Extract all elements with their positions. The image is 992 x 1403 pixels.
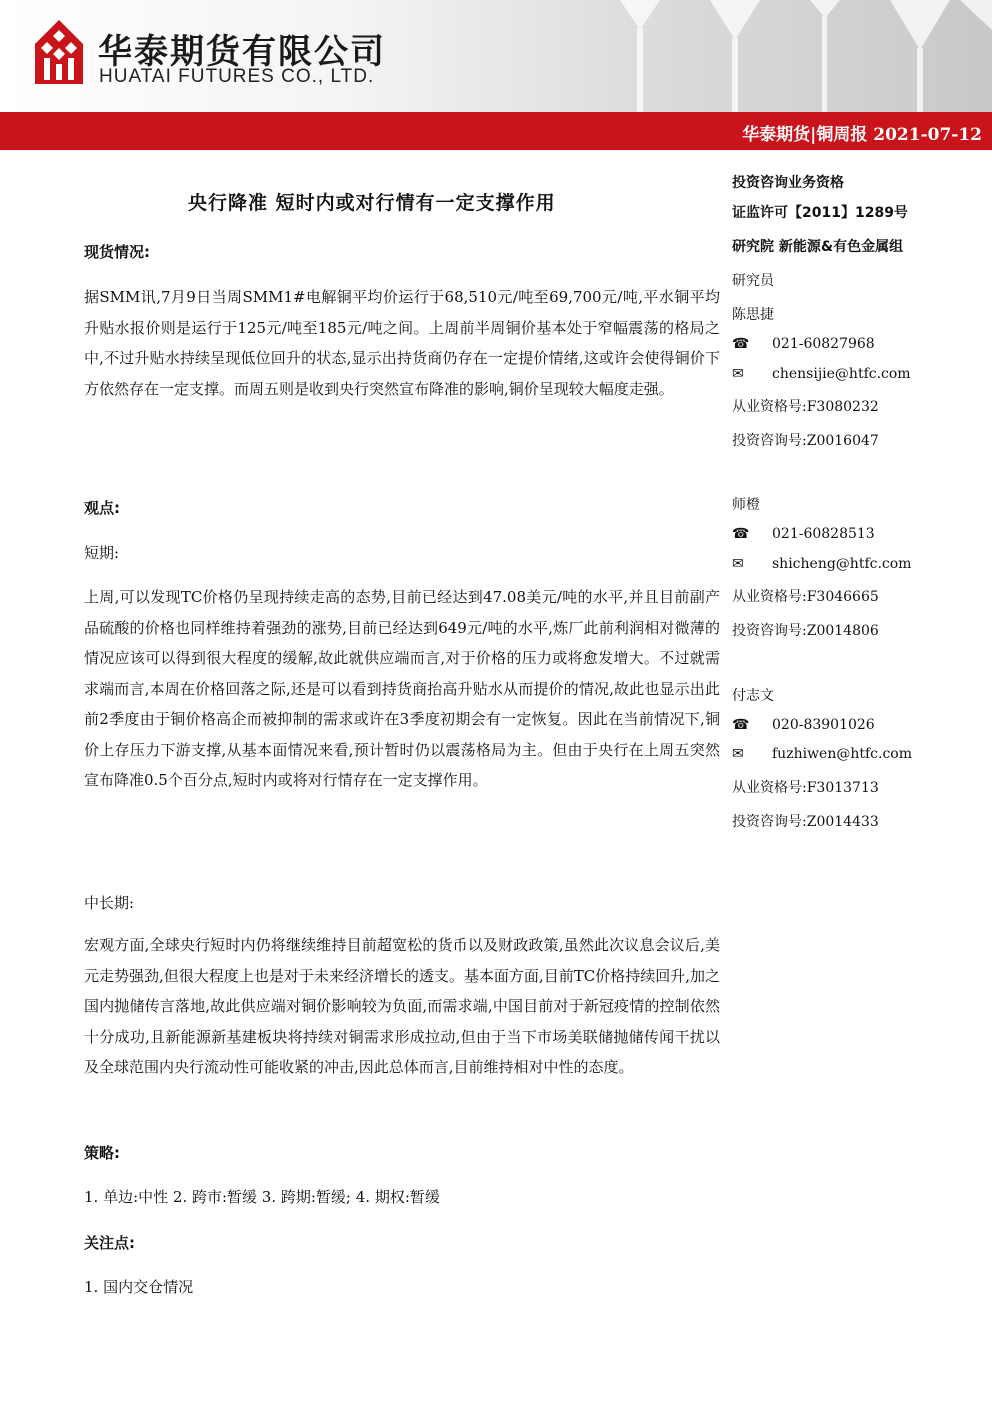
qualification-line: 投资咨询业务资格 (732, 175, 844, 191)
analyst-phone: ☎ 021-60827968 (732, 336, 875, 352)
report-tag: 华泰期货|铜周报 2021-07-12 (742, 125, 982, 145)
analyst-email[interactable]: ✉ fuzhiwen@htfc.com (732, 746, 913, 762)
spot-paragraph: 据SMM讯,7月9日当周SMM1#电解铜平均价运行于68,510元/吨至69,700元/吨,平水铜平均升贴水报价则是运行于125元/吨至185元/吨之间。上周前半周铜价基本处于窄幅震荡的格局之中,不过升贴水持续呈现低位回升的状态,显示出持货商仍存在一定提价情绪,这或许会使得铜价下方依然存在一定支撑。而周五则是收到央行突然宣布降准的影响,铜价呈现较大幅度走强。 (84, 288, 720, 398)
analyst-role: 研究员 (732, 273, 774, 289)
header-decoration (560, 0, 992, 112)
view-heading: 观点: (84, 499, 120, 517)
strategy-text: 1. 单边:中性 2. 跨市:暂缓 3. 跨期:暂缓; 4. 期权:暂缓 (84, 1188, 440, 1206)
analyst-phone: ☎ 021-60828513 (732, 526, 875, 542)
analyst-name: 付志文 (732, 688, 774, 704)
license-line: 证监许可【2011】1289号 (732, 205, 908, 221)
company-name-en: HUATAI FUTURES CO., LTD. (99, 66, 375, 87)
focus-heading: 关注点: (84, 1234, 135, 1252)
envelope-icon: ✉ (732, 366, 744, 382)
short-term-paragraph: 上周,可以发现TC价格仍呈现持续走高的态势,目前已经达到47.08美元/吨的水平,并且目前副产品硫酸的价格也同样维持着强劲的涨势,目前已经达到649元/吨的水平,炼厂此前利润相对微薄的情况应该可以得到很大程度的缓解,故此就供应端而言,对于价格的压力或将愈发增大。不过就需求端而言,本周在价格回落之际,还是可以看到持货商抬高升贴水从而提价的情况,故此也显示出此前2季度由于铜价格高企而被抑制的需求或许在3季度初期会有一定恢复。因此在当前情况下,铜价上存压力下游支撑,从基本面情况来看,预计暂时仍以震荡格局为主。但由于央行在上周五突然宣布降准0.5个百分点,短时内或将对行情存在一定支撑作用。 (84, 588, 720, 789)
analyst-consult-no: 投资咨询号:Z0014806 (732, 623, 879, 639)
telephone-icon: ☎ (732, 526, 750, 542)
page-header (0, 0, 992, 112)
envelope-icon: ✉ (732, 556, 744, 572)
focus-text: 1. 国内交仓情况 (84, 1278, 194, 1296)
short-term-label: 短期: (84, 544, 120, 562)
department-line: 研究院 新能源&有色金属组 (732, 239, 904, 255)
analyst-email[interactable]: ✉ shicheng@htfc.com (732, 556, 912, 572)
article-title: 央行降准 短时内或对行情有一定支撑作用 (188, 192, 556, 214)
company-logo-icon (33, 18, 85, 86)
analyst-name: 师橙 (732, 497, 760, 513)
strategy-heading: 策略: (84, 1144, 120, 1162)
analyst-name: 陈思捷 (732, 307, 774, 323)
telephone-icon: ☎ (732, 717, 750, 733)
analyst-phone: ☎ 020-83901026 (732, 717, 875, 733)
analyst-cert: 从业资格号:F3080232 (732, 399, 879, 415)
company-name-cn: 华泰期货有限公司 (98, 32, 386, 72)
telephone-icon: ☎ (732, 336, 750, 352)
analyst-email[interactable]: ✉ chensijie@htfc.com (732, 366, 911, 382)
mid-term-paragraph: 宏观方面,全球央行短时内仍将继续维持目前超宽松的货币以及财政政策,虽然此次议息会议后,美元走势强劲,但很大程度上也是对于未来经济增长的透支。基本面方面,目前TC价格持续回升,加之国内抛储传言落地,故此供应端对铜价影响较为负面,而需求端,中国目前对于新冠疫情的控制依然十分成功,且新能源新基建板块将持续对铜需求形成拉动,但由于当下市场美联储抛储传闻干扰以及全球范围内央行流动性可能收紧的冲击,因此总体而言,目前维持相对中性的态度。 (84, 936, 720, 1076)
analyst-cert: 从业资格号:F3013713 (732, 780, 879, 796)
spot-heading: 现货情况: (84, 243, 150, 261)
envelope-icon: ✉ (732, 746, 744, 762)
analyst-consult-no: 投资咨询号:Z0016047 (732, 433, 879, 449)
mid-term-label: 中长期: (84, 894, 135, 912)
analyst-cert: 从业资格号:F3046665 (732, 589, 879, 605)
analyst-consult-no: 投资咨询号:Z0014433 (732, 814, 879, 830)
